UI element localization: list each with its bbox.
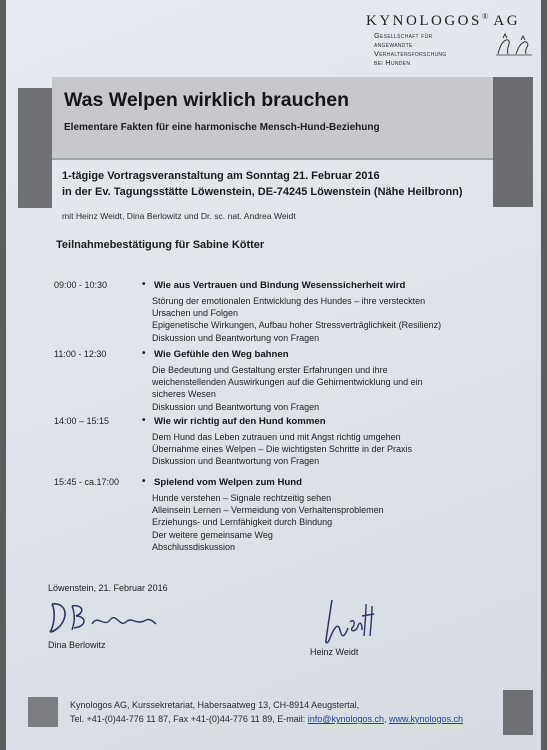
session-title: Wie aus Vertrauen und Bindung Wesenssicherheit wird <box>154 280 406 291</box>
logo-title: KYNOLOGOS® AG <box>366 12 521 29</box>
decorative-block-footer-left <box>28 697 58 727</box>
bullet-icon: • <box>142 476 146 487</box>
signature-weidt <box>318 594 388 649</box>
place-and-date: Löwenstein, 21. Februar 2016 <box>48 583 168 593</box>
decorative-block-left <box>18 88 52 208</box>
certificate-page <box>6 0 541 750</box>
session-title: Wie Gefühle den Weg bahnen <box>154 349 289 360</box>
participation-confirmation: Teilnahmebestätigung für Sabine Kötter <box>56 239 265 251</box>
signer-name-right: Heinz Weidt <box>310 647 359 657</box>
speakers-line: mit Heinz Weidt, Dina Berlowitz und Dr. sc. nat. Andrea Weidt <box>62 211 296 221</box>
signature-berlowitz <box>46 600 161 636</box>
email-link[interactable]: info@kynologos.ch <box>307 714 384 724</box>
session-topics: Hunde verstehen – Signale rechtzeitig sehen Alleinsein Lernen – Vermeidung von Verhaltensproblemen Erziehungs- und Lernfähigkeit durch Bindung Der weitere gemeinsame Weg Abschlussdiskussion <box>152 493 384 552</box>
decorative-block-right <box>493 77 533 207</box>
decorative-block-footer-right <box>503 690 533 735</box>
bullet-icon: • <box>142 348 146 359</box>
signer-name-left: Dina Berlowitz <box>48 640 106 650</box>
bullet-icon: • <box>142 279 146 290</box>
session-time: 14:00 – 15:15 <box>54 416 110 426</box>
session-topics: Dem Hund das Leben zutrauen und mit Angst richtig umgehen Übernahme eines Welpen – Die wichtigsten Schritte in der Praxis Diskussion und Beantwortung von Fragen <box>152 432 412 467</box>
page-subtitle: Elementare Fakten für eine harmonische Mensch-Hund-Beziehung <box>64 122 380 133</box>
session-time: 15:45 - ca.17:00 <box>54 477 120 487</box>
session-time: 11:00 - 12:30 <box>54 349 107 359</box>
session-topics: Die Bedeutung und Gestaltung erster Erfahrungen und ihre weichenstellenden Auswirkungen auf die Gehirnentwicklung und ein sicheres Wesen Diskussion und Beantwortung von Fragen <box>152 365 423 412</box>
event-date-line: 1-tägige Vortragsveranstaltung am Sonntag 21. Februar 2016 <box>62 170 380 182</box>
page-title: Was Welpen wirklich brauchen <box>64 89 349 111</box>
session-title: Wie wir richtig auf den Hund kommen <box>154 416 326 427</box>
session-title: Spielend vom Welpen zum Hund <box>154 477 303 488</box>
footer-contact: Tel. +41-(0)44-776 11 87, Fax +41-(0)44-776 11 89, E-mail: info@kynologos.ch, www.kynologos.ch <box>70 714 464 724</box>
dogs-logo-icon <box>494 32 534 58</box>
bullet-icon: • <box>142 415 146 426</box>
website-link[interactable]: www.kynologos.ch <box>389 714 464 724</box>
session-time: 09:00 - 10:30 <box>54 280 108 290</box>
session-topics: Störung der emotionalen Entwicklung des Hundes – ihre versteckten Ursachen und Folgen Epigenetische Wirkungen, Aufbau hoher Stressverträglichkeit (Resilienz) Diskussion und Beantwortung von Fragen <box>152 296 442 343</box>
event-location-line: in der Ev. Tagungsstätte Löwenstein, DE-74245 Löwenstein (Nähe Heilbronn) <box>62 186 463 198</box>
footer-address: Kynologos AG, Kurssekretariat, Habersaatweg 13, CH-8914 Aeugstertal, <box>70 700 360 710</box>
kynologos-logo <box>366 12 536 67</box>
logo-tagline: Gesellschaft für angewandte Verhaltensforschung bei Hunden <box>374 31 447 67</box>
